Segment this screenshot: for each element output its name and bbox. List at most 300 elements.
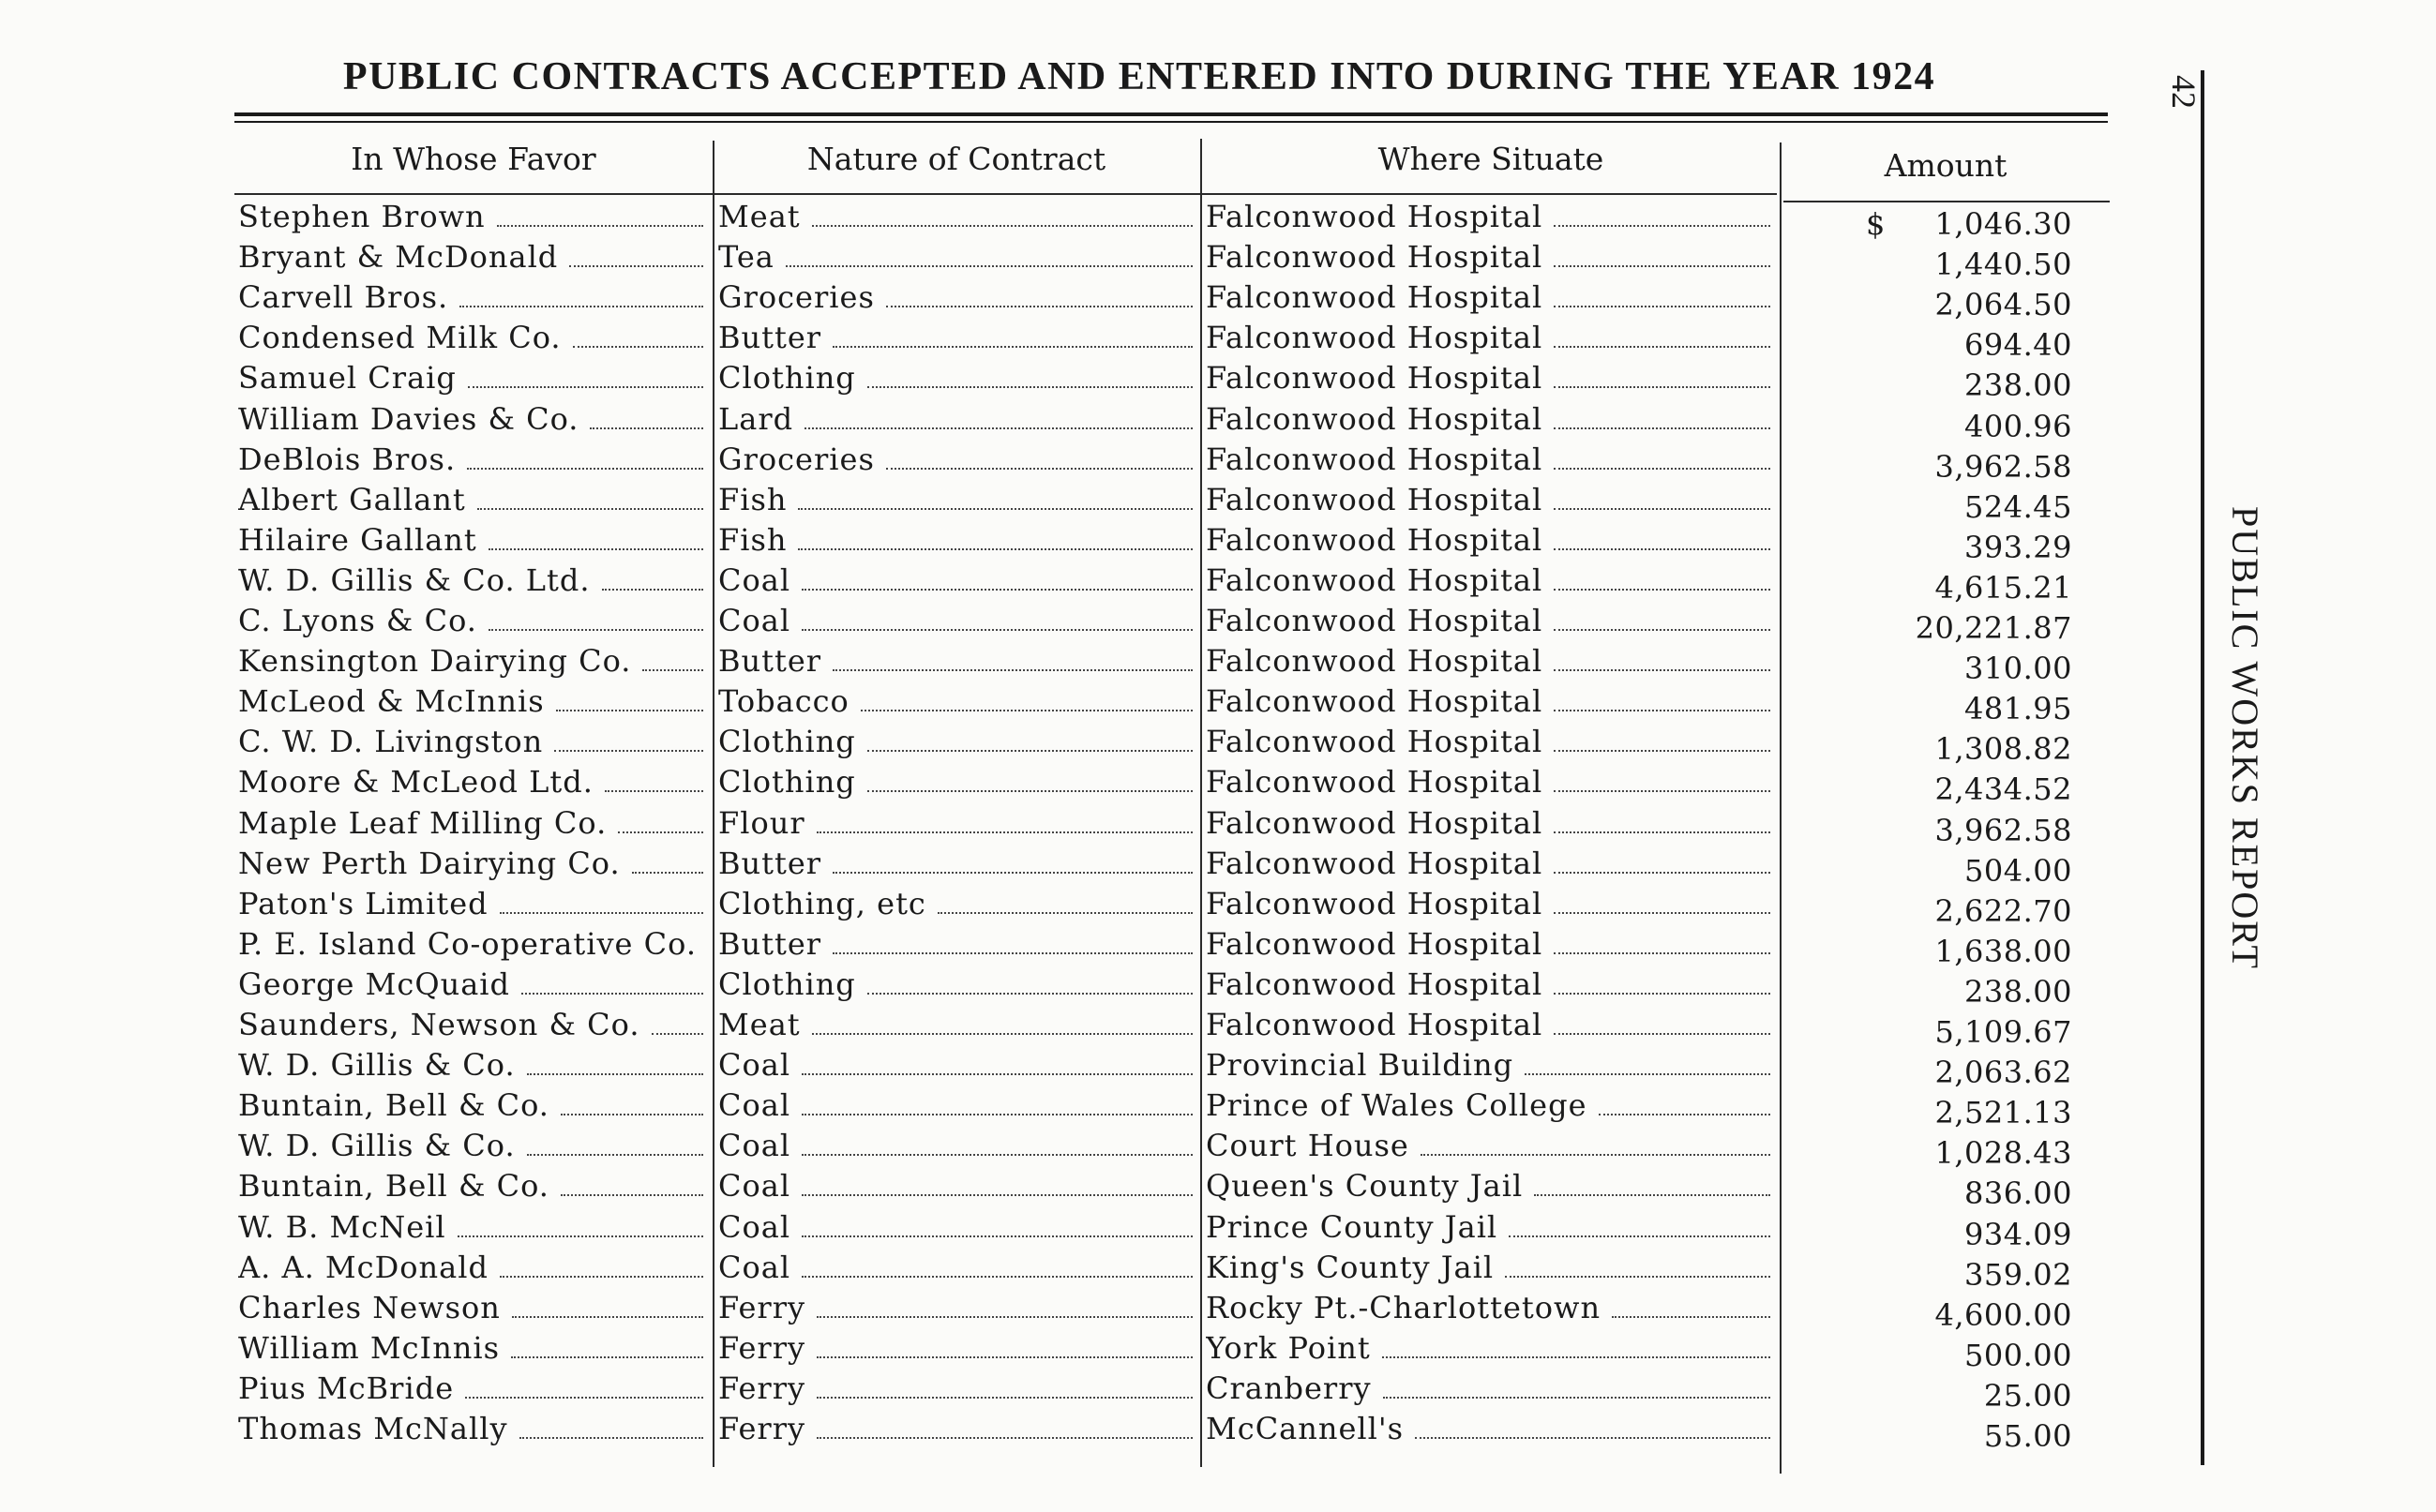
cell-nature	[718, 1207, 1196, 1248]
where-text: Queen's County Jail	[1206, 1168, 1524, 1205]
cell-amount: 1,440.50	[1934, 247, 2072, 283]
nature-text: Coal	[718, 1087, 791, 1124]
leader-dots	[527, 1153, 703, 1156]
where-text: Falconwood Hospital	[1206, 199, 1543, 234]
favor-text: C. W. D. Livingston	[238, 724, 544, 760]
cell-nature	[718, 1409, 1196, 1449]
nature-text: Clothing	[718, 966, 856, 1002]
leader-dots	[467, 467, 703, 470]
leader-dots	[477, 507, 703, 510]
leader-dots	[642, 668, 703, 671]
leader-dots	[465, 1396, 703, 1399]
cell-favor	[238, 965, 707, 1005]
cell-nature	[718, 561, 1196, 601]
cell-favor	[238, 681, 707, 722]
leader-dots	[605, 789, 703, 792]
cell-where	[1206, 1248, 1774, 1288]
leader-dots	[1554, 992, 1770, 995]
cell-favor	[238, 1409, 707, 1449]
cell-where	[1206, 601, 1774, 641]
where-text: Falconwood Hospital	[1206, 683, 1543, 720]
table-row	[234, 1045, 2110, 1091]
where-text: Falconwood Hospital	[1206, 643, 1543, 680]
cell-where	[1206, 1288, 1774, 1328]
leader-dots	[1554, 345, 1770, 348]
cell-where	[1206, 480, 1774, 520]
where-text: Falconwood Hospital	[1206, 885, 1543, 921]
cell-where	[1206, 520, 1774, 561]
leader-dots	[556, 709, 703, 711]
cell-favor	[238, 601, 707, 641]
table-row	[234, 1409, 2110, 1454]
cell-favor	[238, 561, 707, 601]
cell-favor	[238, 1085, 707, 1126]
leader-dots	[833, 871, 1193, 874]
leader-dots	[458, 1235, 703, 1237]
where-text: Falconwood Hospital	[1206, 400, 1543, 437]
cell-amount: 5,109.67	[1934, 1014, 2072, 1050]
leader-dots	[938, 911, 1193, 914]
table-row	[234, 1369, 2110, 1414]
leader-dots	[867, 789, 1193, 792]
where-text: Falconwood Hospital	[1206, 481, 1543, 517]
where-text: McCannell's	[1206, 1411, 1405, 1446]
leader-dots	[817, 1396, 1193, 1399]
nature-text: Flour	[718, 804, 805, 841]
table-row	[234, 318, 2110, 364]
nature-text: Clothing	[718, 764, 856, 801]
cell-nature	[718, 1126, 1196, 1166]
leader-dots	[802, 1235, 1193, 1237]
cell-nature	[718, 1005, 1196, 1045]
favor-text: Maple Leaf Milling Co.	[238, 804, 608, 841]
leader-dots	[459, 305, 703, 307]
nature-text: Coal	[718, 1208, 791, 1245]
leader-dots	[497, 224, 703, 227]
cell-where	[1206, 399, 1774, 440]
favor-text: New Perth Dairying Co.	[238, 845, 621, 881]
favor-text: Buntain, Bell & Co.	[238, 1087, 549, 1124]
cell-amount: 1,046.30	[1934, 206, 2072, 242]
table-row	[234, 1328, 2110, 1373]
table-row	[234, 237, 2110, 283]
table-row	[234, 762, 2110, 808]
page-title: PUBLIC CONTRACTS ACCEPTED AND ENTERED INTO DURING THE YEAR 1924	[342, 55, 1936, 98]
cell-where	[1206, 277, 1774, 318]
leader-dots	[468, 385, 703, 388]
leader-dots	[527, 1072, 703, 1075]
cell-amount: 4,615.21	[1934, 569, 2072, 606]
cell-amount: 2,064.50	[1934, 287, 2072, 323]
cell-nature	[718, 965, 1196, 1005]
cell-nature	[718, 1328, 1196, 1369]
where-text: Cranberry	[1206, 1370, 1372, 1406]
running-head: PUBLIC WORKS REPORT	[2224, 506, 2266, 970]
leader-dots	[867, 992, 1193, 995]
table-row	[234, 520, 2110, 565]
table-row	[234, 399, 2110, 444]
leader-dots	[489, 628, 703, 631]
where-text: Falconwood Hospital	[1206, 239, 1543, 276]
nature-text: Coal	[718, 1249, 791, 1285]
cell-amount: 393.29	[1964, 529, 2072, 565]
nature-text: Coal	[718, 1047, 791, 1084]
where-text: Falconwood Hospital	[1206, 603, 1543, 638]
cell-favor	[238, 884, 707, 924]
cell-where	[1206, 722, 1774, 762]
favor-text: Condensed Milk Co.	[238, 320, 562, 356]
cell-nature	[718, 440, 1196, 480]
cell-amount: 238.00	[1964, 367, 2072, 404]
where-text: Falconwood Hospital	[1206, 279, 1543, 316]
cell-amount: 504.00	[1964, 852, 2072, 889]
cell-where	[1206, 1126, 1774, 1166]
leader-dots	[798, 507, 1193, 510]
leader-dots	[798, 547, 1193, 550]
cell-nature	[718, 641, 1196, 681]
nature-text: Fish	[718, 521, 788, 558]
cell-nature	[718, 1288, 1196, 1328]
leader-dots	[618, 831, 703, 833]
favor-text: DeBlois Bros.	[238, 441, 457, 477]
cell-favor	[238, 277, 707, 318]
cell-favor	[238, 1166, 707, 1206]
leader-dots	[1554, 831, 1770, 833]
leader-dots	[1421, 1153, 1770, 1156]
cell-where	[1206, 1045, 1774, 1085]
favor-text: W. D. Gillis & Co. Ltd.	[238, 561, 591, 598]
cell-favor	[238, 197, 707, 237]
column-header-amount: Amount	[1884, 147, 2007, 184]
cell-favor	[238, 762, 707, 802]
cell-amount: 4,600.00	[1934, 1296, 2072, 1333]
leader-dots	[632, 871, 703, 874]
nature-text: Groceries	[718, 279, 875, 316]
table-row	[234, 1085, 2110, 1131]
leader-dots	[833, 345, 1193, 348]
cell-amount: 2,622.70	[1934, 892, 2072, 929]
cell-nature	[718, 762, 1196, 802]
where-text: Falconwood Hospital	[1206, 561, 1543, 598]
nature-text: Ferry	[718, 1289, 806, 1325]
cell-amount: 836.00	[1964, 1175, 2072, 1212]
nature-text: Coal	[718, 1168, 791, 1205]
leader-dots	[867, 749, 1193, 752]
leader-dots	[1383, 1396, 1770, 1399]
cell-where	[1206, 237, 1774, 277]
favor-text: Thomas McNally	[238, 1411, 508, 1446]
favor-text: George McQuaid	[238, 966, 510, 1002]
cell-favor	[238, 520, 707, 561]
column-header-nature: Nature of Contract	[806, 141, 1106, 177]
where-text: Falconwood Hospital	[1206, 925, 1543, 962]
cell-nature	[718, 1166, 1196, 1206]
leader-dots	[1554, 467, 1770, 470]
nature-text: Tobacco	[718, 683, 850, 720]
cell-nature	[718, 399, 1196, 440]
cell-where	[1206, 762, 1774, 802]
leader-dots	[519, 1436, 703, 1439]
nature-text: Groceries	[718, 441, 875, 477]
where-text: Falconwood Hospital	[1206, 845, 1543, 881]
table-row	[234, 480, 2110, 525]
leader-dots	[1554, 789, 1770, 792]
favor-text: Carvell Bros.	[238, 279, 449, 316]
nature-text: Coal	[718, 603, 791, 638]
leader-dots	[802, 1275, 1193, 1278]
nature-text: Butter	[718, 925, 822, 962]
cell-nature	[718, 884, 1196, 924]
leader-dots	[1554, 385, 1770, 388]
favor-text: Pius McBride	[238, 1370, 455, 1406]
nature-text: Coal	[718, 561, 791, 598]
favor-text: Albert Gallant	[238, 481, 466, 517]
leader-dots	[569, 264, 703, 267]
cell-nature	[718, 358, 1196, 398]
cell-nature	[718, 480, 1196, 520]
cell-nature	[718, 1085, 1196, 1126]
leader-dots	[804, 427, 1193, 429]
cell-where	[1206, 844, 1774, 884]
cell-where	[1206, 1409, 1774, 1449]
leader-dots	[1554, 588, 1770, 591]
nature-text: Tea	[718, 239, 774, 276]
where-text: Falconwood Hospital	[1206, 764, 1543, 801]
leader-dots	[1554, 507, 1770, 510]
table-row	[234, 884, 2110, 929]
cell-favor	[238, 844, 707, 884]
cell-amount: 359.02	[1964, 1256, 2072, 1293]
cell-amount: 2,063.62	[1934, 1055, 2072, 1091]
nature-text: Ferry	[718, 1370, 806, 1406]
leader-dots	[802, 1072, 1193, 1075]
cell-nature	[718, 520, 1196, 561]
cell-amount: 524.45	[1964, 488, 2072, 525]
nature-text: Clothing	[718, 724, 856, 760]
cell-amount: 2,434.52	[1934, 771, 2072, 808]
leader-dots	[500, 1275, 703, 1278]
page-number: 42	[2165, 75, 2203, 109]
favor-text: Bryant & McDonald	[238, 239, 559, 276]
leader-dots	[1525, 1072, 1770, 1075]
cell-nature	[718, 681, 1196, 722]
leader-dots	[802, 588, 1193, 591]
favor-text: McLeod & McInnis	[238, 683, 545, 720]
table-row	[234, 1166, 2110, 1212]
where-text: Falconwood Hospital	[1206, 724, 1543, 760]
cell-where	[1206, 440, 1774, 480]
nature-text: Ferry	[718, 1329, 806, 1366]
favor-text: Saunders, Newson & Co.	[238, 1007, 640, 1042]
favor-text: Paton's Limited	[238, 885, 489, 921]
nature-text: Butter	[718, 320, 822, 356]
leader-dots	[590, 427, 703, 429]
table-row	[234, 197, 2110, 242]
favor-text: Charles Newson	[238, 1289, 501, 1325]
leader-dots	[802, 1153, 1193, 1156]
cell-where	[1206, 965, 1774, 1005]
leader-dots	[1554, 911, 1770, 914]
cell-where	[1206, 561, 1774, 601]
cell-where	[1206, 1085, 1774, 1126]
leader-dots	[817, 1436, 1193, 1439]
cell-where	[1206, 1166, 1774, 1206]
leader-dots	[812, 224, 1193, 227]
nature-text: Coal	[718, 1128, 791, 1164]
cell-favor	[238, 1248, 707, 1288]
cell-amount: 20,221.87	[1915, 610, 2072, 646]
cell-amount: 25.00	[1983, 1377, 2072, 1414]
cell-favor	[238, 1045, 707, 1085]
leader-dots	[1505, 1275, 1770, 1278]
table-row	[234, 803, 2110, 848]
leader-dots	[1554, 547, 1770, 550]
leader-dots	[489, 547, 703, 550]
favor-text: Kensington Dairying Co.	[238, 643, 632, 680]
leader-dots	[1534, 1193, 1770, 1196]
title-rule-top	[234, 112, 2108, 116]
leader-dots	[1554, 427, 1770, 429]
cell-favor	[238, 1126, 707, 1166]
leader-dots	[802, 628, 1193, 631]
leader-dots	[1554, 305, 1770, 307]
cell-amount: 400.96	[1964, 408, 2072, 444]
cell-favor	[238, 440, 707, 480]
cell-nature	[718, 1369, 1196, 1409]
favor-text: W. D. Gillis & Co.	[238, 1128, 516, 1164]
leader-dots	[1612, 1315, 1770, 1318]
leader-dots	[521, 992, 703, 995]
cell-where	[1206, 1369, 1774, 1409]
where-text: Falconwood Hospital	[1206, 360, 1543, 397]
where-text: Falconwood Hospital	[1206, 521, 1543, 558]
cell-where	[1206, 803, 1774, 844]
table-row	[234, 561, 2110, 606]
where-text: Falconwood Hospital	[1206, 966, 1543, 1002]
nature-text: Ferry	[718, 1411, 806, 1446]
header-rule	[234, 193, 1777, 195]
leader-dots	[1554, 628, 1770, 631]
table-row	[234, 1207, 2110, 1252]
leader-dots	[1599, 1113, 1770, 1115]
favor-text: W. B. McNeil	[238, 1208, 446, 1245]
where-text: Rocky Pt.-Charlottetown	[1206, 1289, 1601, 1325]
cell-nature	[718, 1248, 1196, 1288]
nature-text: Fish	[718, 481, 788, 517]
where-text: Falconwood Hospital	[1206, 441, 1543, 477]
leader-dots	[1554, 264, 1770, 267]
cell-favor	[238, 1369, 707, 1409]
cell-amount: 1,028.43	[1934, 1135, 2072, 1172]
leader-dots	[812, 1032, 1193, 1035]
where-text: Falconwood Hospital	[1206, 804, 1543, 841]
table-row	[234, 1126, 2110, 1172]
cell-amount: 500.00	[1964, 1337, 2072, 1373]
nature-text: Lard	[718, 400, 794, 437]
leader-dots	[1415, 1436, 1770, 1439]
nature-text: Meat	[718, 199, 801, 234]
leader-dots	[652, 1032, 703, 1035]
table-row	[234, 722, 2110, 768]
table-row	[234, 358, 2110, 404]
leader-dots	[867, 385, 1193, 388]
leader-dots	[561, 1193, 703, 1196]
favor-text: Stephen Brown	[238, 199, 486, 234]
favor-text: Hilaire Gallant	[238, 521, 477, 558]
favor-text: C. Lyons & Co.	[238, 603, 477, 638]
leader-dots	[573, 345, 703, 348]
leader-dots	[833, 668, 1193, 671]
cell-nature	[718, 924, 1196, 965]
leader-dots	[1554, 709, 1770, 711]
leader-dots	[554, 749, 703, 752]
favor-text: William McInnis	[238, 1329, 501, 1366]
cell-nature	[718, 197, 1196, 237]
leader-dots	[511, 1355, 703, 1358]
cell-favor	[238, 399, 707, 440]
nature-text: Clothing	[718, 360, 856, 397]
cell-where	[1206, 924, 1774, 965]
cell-where	[1206, 197, 1774, 237]
cell-favor	[238, 480, 707, 520]
where-text: Provincial Building	[1206, 1047, 1514, 1084]
leader-dots	[500, 911, 703, 914]
table-row	[234, 681, 2110, 727]
cell-where	[1206, 1207, 1774, 1248]
cell-where	[1206, 1005, 1774, 1045]
cell-favor	[238, 237, 707, 277]
cell-nature	[718, 601, 1196, 641]
leader-dots	[817, 831, 1193, 833]
table-row	[234, 277, 2110, 323]
cell-favor	[238, 1207, 707, 1248]
leader-dots	[1554, 871, 1770, 874]
cell-favor	[238, 358, 707, 398]
cell-nature	[718, 237, 1196, 277]
cell-where	[1206, 1328, 1774, 1369]
cell-amount: 238.00	[1964, 973, 2072, 1010]
cell-amount: 3,962.58	[1934, 812, 2072, 848]
cell-nature	[718, 722, 1196, 762]
cell-favor	[238, 641, 707, 681]
cell-nature	[718, 803, 1196, 844]
cell-favor	[238, 803, 707, 844]
table-row	[234, 641, 2110, 687]
currency-symbol: $	[1866, 206, 1886, 242]
cell-where	[1206, 318, 1774, 358]
cell-favor	[238, 924, 707, 965]
table-row	[234, 1248, 2110, 1293]
leader-dots	[833, 951, 1193, 954]
leader-dots	[786, 264, 1193, 267]
favor-text: William Davies & Co.	[238, 400, 579, 437]
column-header-favor: In Whose Favor	[351, 141, 596, 177]
table-row	[234, 601, 2110, 646]
leader-dots	[886, 467, 1193, 470]
table-row	[234, 924, 2110, 969]
where-text: Prince County Jail	[1206, 1208, 1498, 1245]
cell-favor	[238, 722, 707, 762]
cell-favor	[238, 1005, 707, 1045]
cell-where	[1206, 884, 1774, 924]
favor-text: Buntain, Bell & Co.	[238, 1168, 549, 1205]
cell-favor	[238, 1328, 707, 1369]
leader-dots	[1509, 1235, 1770, 1237]
nature-text: Meat	[718, 1007, 801, 1042]
favor-text: Moore & McLeod Ltd.	[238, 764, 594, 801]
cell-amount: 1,308.82	[1934, 731, 2072, 768]
leader-dots	[1554, 749, 1770, 752]
